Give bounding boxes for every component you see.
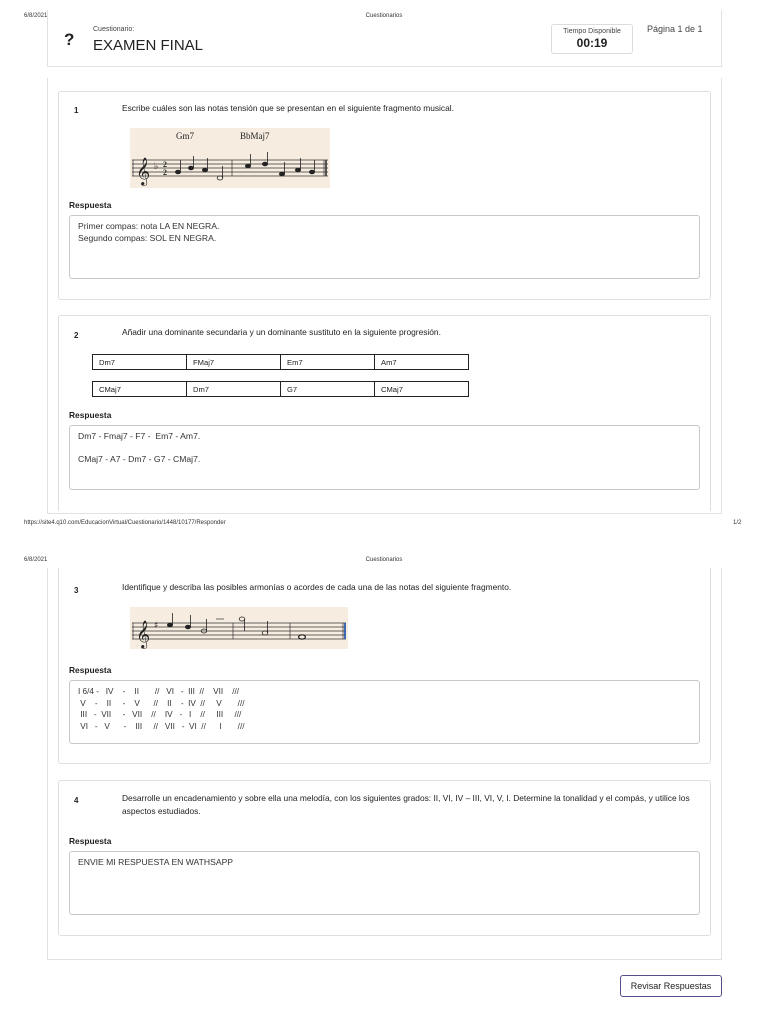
header-label: Cuestionario: [93, 26, 135, 33]
chord-cell: Em7 [281, 355, 375, 370]
answer-label: Respuesta [69, 665, 112, 675]
chord-cell: FMaj7 [187, 355, 281, 370]
svg-text:2: 2 [163, 160, 167, 169]
chord-progression-row-2 [92, 381, 469, 397]
answer-label: Respuesta [69, 836, 112, 846]
question-number: 3 [74, 586, 79, 595]
answer-field-4[interactable]: ENVIE MI RESPUESTA EN WATHSAPP [69, 851, 700, 915]
print-date-2: 6/8/2021 [24, 557, 48, 563]
chord-cell: CMaj7 [93, 382, 187, 397]
chord-cell: Am7 [375, 355, 469, 370]
answer-field-1[interactable]: Primer compas: nota LA EN NEGRA. Segundo compas: SOL EN NEGRA. [69, 215, 700, 279]
page-title: EXAMEN FINAL [93, 37, 204, 54]
print-title-2: Cuestionarios [365, 557, 403, 563]
print-url: https://site4.q10.com/EducacionVirtual/Cuestionario/1448/10177/Responder [24, 520, 226, 526]
question-number: 4 [74, 796, 79, 805]
timer-label: Tiempo Disponible [563, 28, 621, 35]
question-text: Añadir una dominante secundaria y un dominante sustituto en la siguiente progresión. [122, 327, 441, 337]
answer-label: Respuesta [69, 200, 112, 210]
review-answers-button[interactable]: Revisar Respuestas [620, 975, 722, 997]
print-title: Cuestionarios [365, 13, 403, 19]
question-text: Escribe cuáles son las notas tensión que se presentan en el siguiente fragmento musical. [122, 103, 454, 113]
chord-cell: Dm7 [187, 382, 281, 397]
question-number: 1 [74, 106, 79, 115]
pagination: Página 1 de 1 [647, 24, 703, 34]
music-fragment-3 [130, 607, 348, 649]
svg-text:𝄞: 𝄞 [136, 157, 151, 185]
timer-box [551, 24, 633, 54]
question-text: Desarrolle un encadenamiento y sobre ella una melodía, con los siguientes grados: II, VI, IV – III, VI, V, I. Determine la tonalidad y el compás, y utilice los aspectos estudiados. [122, 793, 690, 816]
timer-value: 00:19 [576, 36, 608, 50]
chord-symbol: Gm7 [176, 131, 194, 141]
chord-cell: Dm7 [93, 355, 187, 370]
svg-text:♭: ♭ [154, 162, 159, 172]
answer-field-2[interactable]: Dm7 - Fmaj7 - F7 - Em7 - Am7. CMaj7 - A7 - Dm7 - G7 - CMaj7. [69, 425, 700, 490]
print-page-count: 1/2 [733, 520, 742, 526]
answer-field-3[interactable]: I 6/4 - IV - II // VI - III // VII /// V - II - V // II - IV // V /// III - VII - VII // IV - I // III /// VI - V - III // VII - VI // I /// [69, 680, 700, 744]
question-text: Identifique y describa las posibles armonías o acordes de cada una de las notas del siguiente fragmento. [122, 582, 512, 592]
chord-progression-row-1 [92, 354, 469, 370]
svg-text:♯: ♯ [154, 621, 159, 631]
answer-label: Respuesta [69, 410, 112, 420]
svg-text:𝄞: 𝄞 [136, 620, 151, 648]
staff-notation-icon [130, 607, 348, 649]
music-fragment-1 [130, 128, 330, 188]
svg-text:2: 2 [163, 168, 167, 177]
print-date: 6/8/2021 [24, 13, 48, 19]
question-icon: ? [64, 30, 75, 49]
staff-notation-icon [130, 128, 330, 188]
question-number: 2 [74, 331, 79, 340]
chord-cell: G7 [281, 382, 375, 397]
chord-symbol: BbMaj7 [240, 131, 270, 141]
chord-cell: CMaj7 [375, 382, 469, 397]
